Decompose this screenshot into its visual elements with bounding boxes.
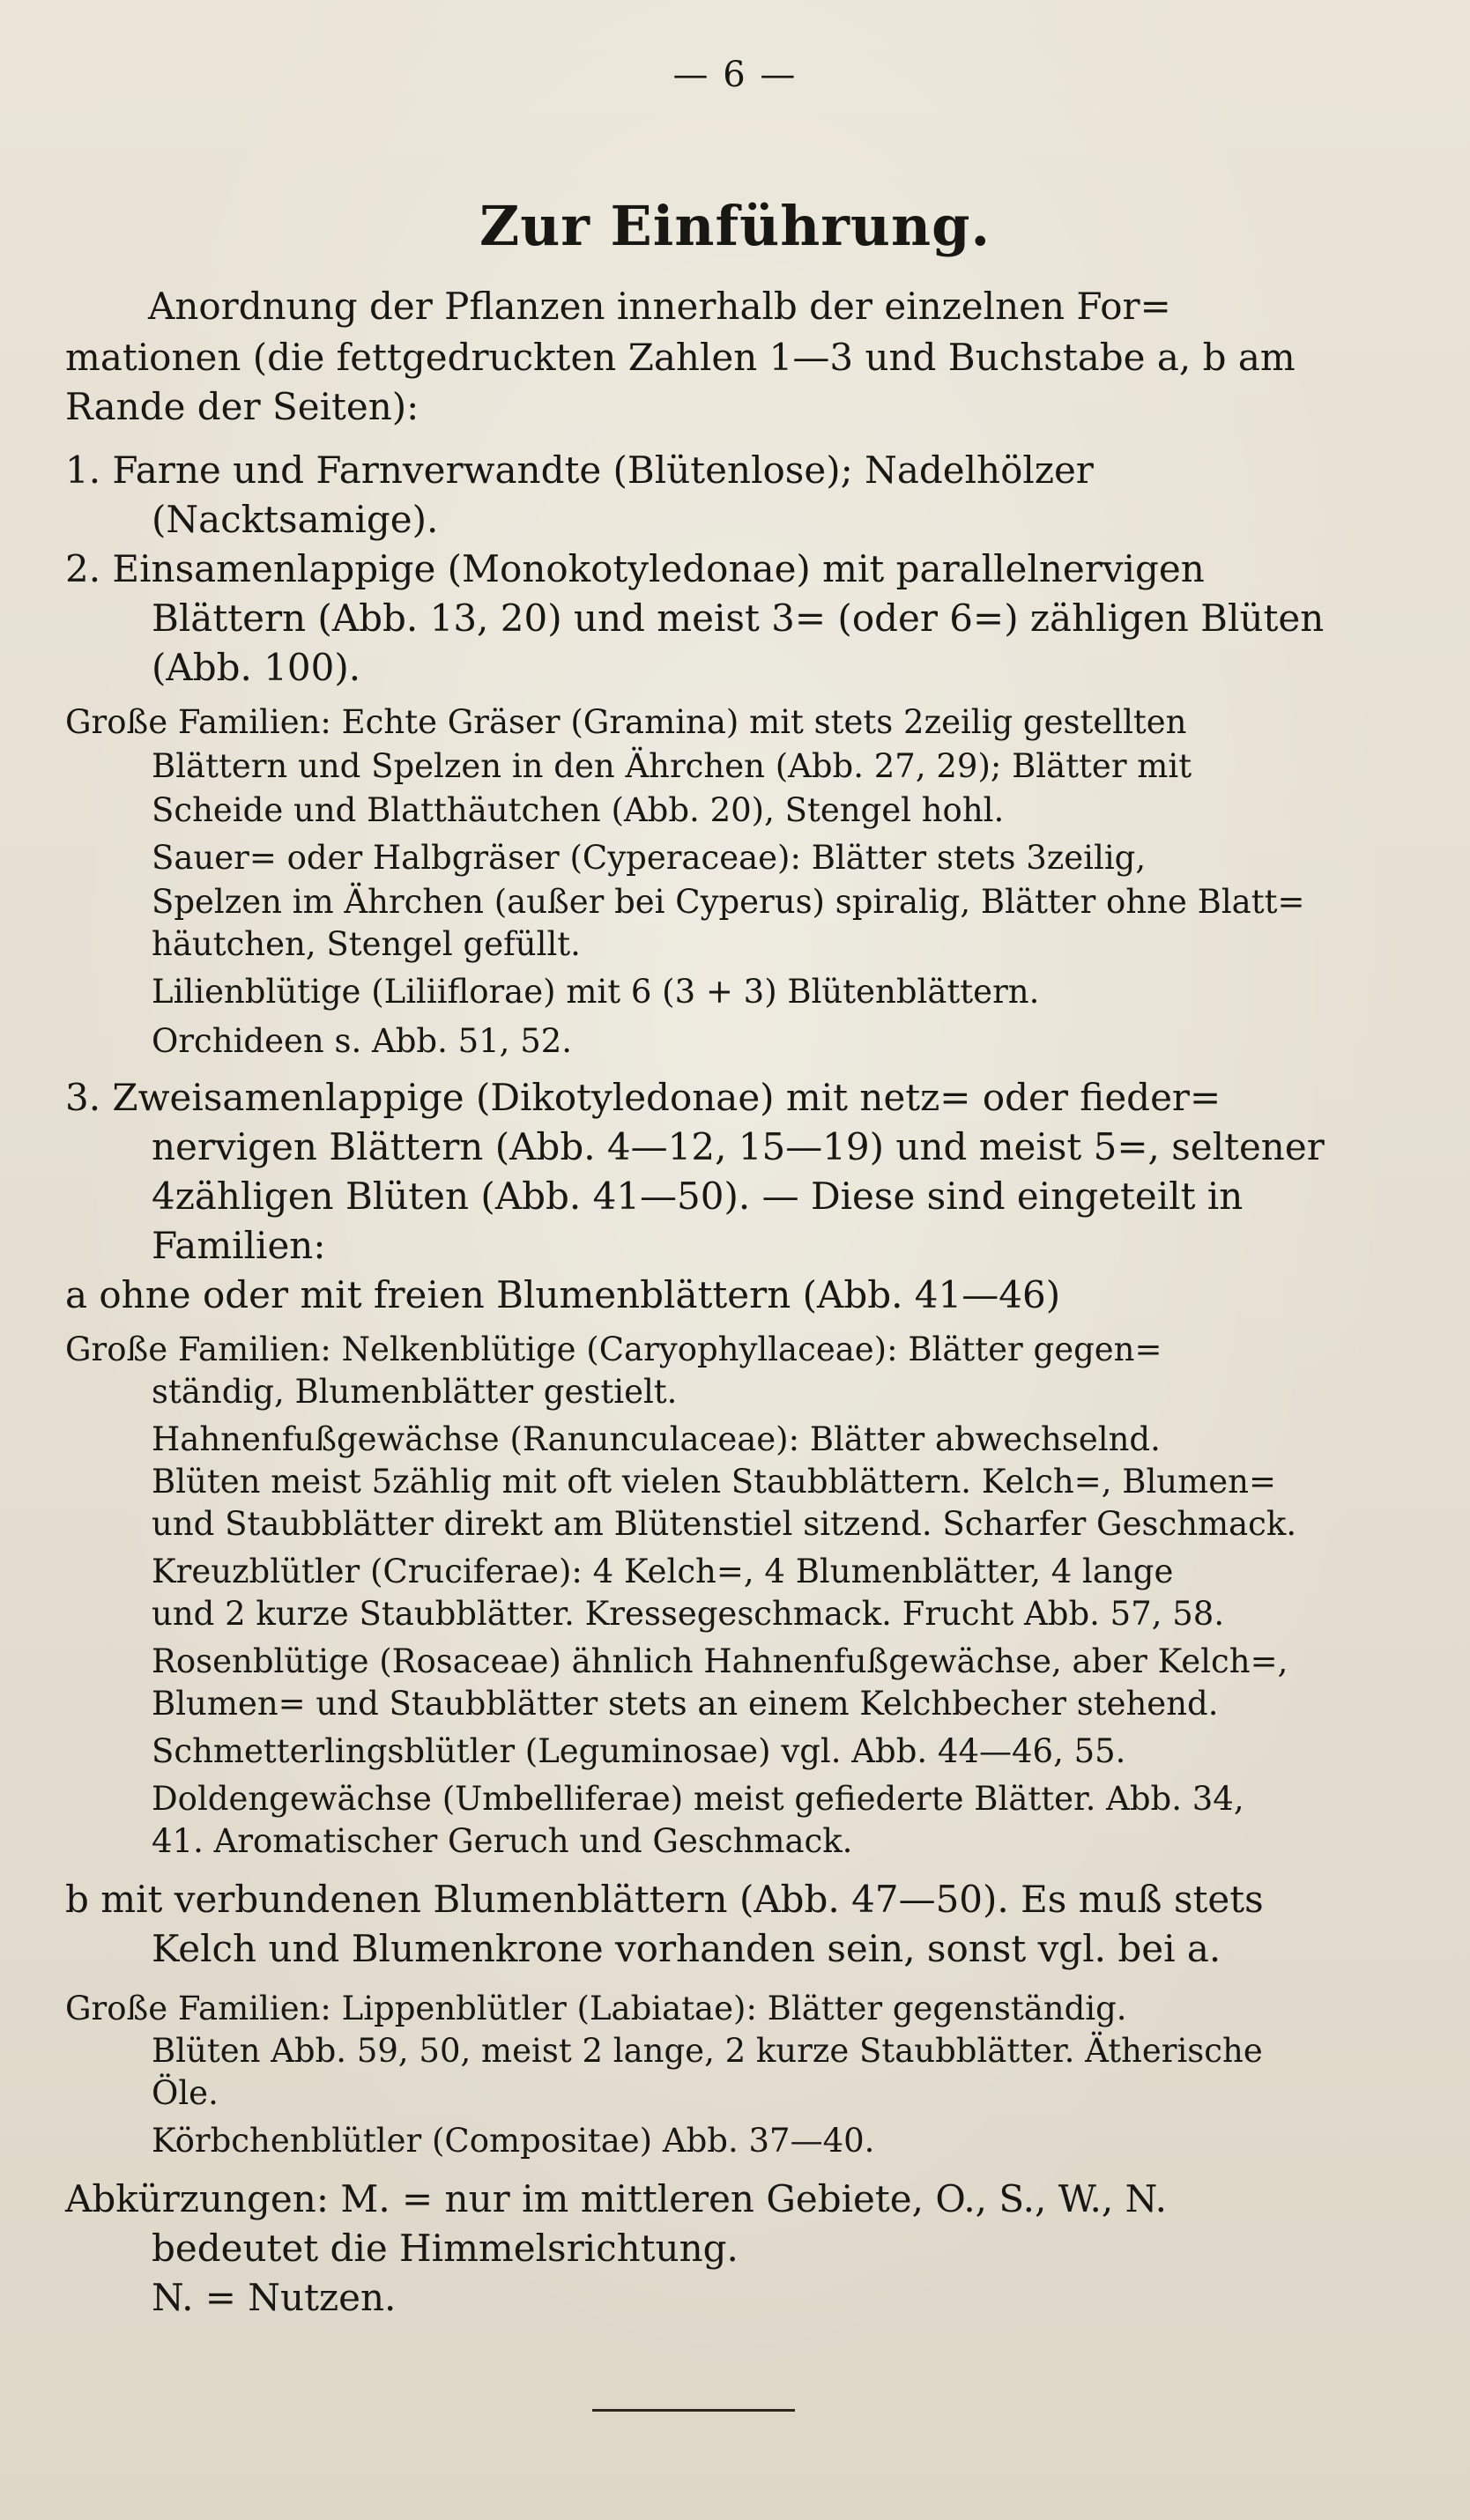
text-line: Rande der Seiten): <box>65 385 419 428</box>
text-line: Öle. <box>152 2074 219 2112</box>
text-line: Körbchenblütler (Compositae) Abb. 37—40. <box>152 2122 875 2160</box>
text-line: Schmetterlingsblütler (Leguminosae) vgl. Abb. 44—46, 55. <box>152 1732 1126 1770</box>
page-title: Zur Einführung. <box>479 194 991 258</box>
text-line: Kelch und Blumenkrone vorhanden sein, sonst vgl. bei a. <box>152 1927 1221 1970</box>
text-line: Lilienblütige (Liliiflorae) mit 6 (3 + 3) Blütenblättern. <box>152 973 1040 1011</box>
page-number: — 6 — <box>672 55 798 95</box>
text-line: und 2 kurze Staubblätter. Kressegeschmack. Frucht Abb. 57, 58. <box>152 1595 1225 1633</box>
text-line: 2. Einsamenlappige (Monokotyledonae) mit parallelnervigen <box>65 547 1205 590</box>
text-line: Hahnenfußgewächse (Ranunculaceae): Blätter abwechselnd. <box>152 1420 1161 1458</box>
text-line: Blumen= und Staubblätter stets an einem Kelchbecher stehend. <box>152 1685 1219 1723</box>
footer-rule <box>592 2409 795 2412</box>
text-line: Doldengewächse (Umbelliferae) meist gefiederte Blätter. Abb. 34, <box>152 1780 1244 1818</box>
text-line: (Abb. 100). <box>152 646 361 689</box>
text-line: Orchideen s. Abb. 51, 52. <box>152 1022 573 1060</box>
text-line: b mit verbundenen Blumenblättern (Abb. 47—50). Es muß stets <box>65 1878 1264 1921</box>
text-line: Sauer= oder Halbgräser (Cyperaceae): Blätter stets 3zeilig, <box>152 839 1147 877</box>
text-line: Kreuzblütler (Cruciferae): 4 Kelch=, 4 Blumenblätter, 4 lange <box>152 1553 1174 1590</box>
text-line: a ohne oder mit freien Blumenblättern (Abb. 41—46) <box>65 1273 1061 1316</box>
text-line: N. = Nutzen. <box>152 2276 397 2319</box>
text-line: Große Familien: Lippenblütler (Labiatae): Blätter gegenständig. <box>65 1990 1127 2027</box>
text-line: Abkürzungen: M. = nur im mittleren Gebiete, O., S., W., N. <box>65 2177 1167 2220</box>
text-line: Anordnung der Pflanzen innerhalb der einzelnen For= <box>148 285 1171 328</box>
text-line: Familien: <box>152 1224 326 1267</box>
text-line: ständig, Blumenblätter gestielt. <box>152 1373 678 1411</box>
text-line: Scheide und Blatthäutchen (Abb. 20), Stengel hohl. <box>152 791 1005 829</box>
text-line: Blüten Abb. 59, 50, meist 2 lange, 2 kurze Staubblätter. Ätherische <box>152 2032 1263 2070</box>
text-line: Große Familien: Nelkenblütige (Caryophyllaceae): Blätter gegen= <box>65 1330 1162 1368</box>
text-line: und Staubblätter direkt am Blütenstiel sitzend. Scharfer Geschmack. <box>152 1505 1297 1543</box>
text-line: Große Familien: Echte Gräser (Gramina) mit stets 2zeilig gestellten <box>65 703 1187 741</box>
text-line: bedeutet die Himmelsrichtung. <box>152 2227 739 2270</box>
text-line: Blättern (Abb. 13, 20) und meist 3= (oder 6=) zähligen Blüten <box>152 597 1325 640</box>
text-line: mationen (die fettgedruckten Zahlen 1—3 und Buchstabe a, b am <box>65 336 1296 379</box>
text-line: 3. Zweisamenlappige (Dikotyledonae) mit netz= oder fieder= <box>65 1076 1221 1119</box>
text-line: nervigen Blättern (Abb. 4—12, 15—19) und meist 5=, seltener <box>152 1125 1325 1168</box>
text-line: Rosenblütige (Rosaceae) ähnlich Hahnenfußgewächse, aber Kelch=, <box>152 1642 1288 1680</box>
text-line: 41. Aromatischer Geruch und Geschmack. <box>152 1822 853 1860</box>
text-line: Blüten meist 5zählig mit oft vielen Staubblättern. Kelch=, Blumen= <box>152 1463 1276 1501</box>
text-line: 4zähligen Blüten (Abb. 41—50). — Diese sind eingeteilt in <box>152 1175 1244 1218</box>
text-line: häutchen, Stengel gefüllt. <box>152 925 581 963</box>
text-line: Spelzen im Ährchen (außer bei Cyperus) spiralig, Blätter ohne Blatt= <box>152 883 1305 921</box>
text-line: 1. Farne und Farnverwandte (Blütenlose); Nadelhölzer <box>65 448 1094 492</box>
text-line: Blättern und Spelzen in den Ährchen (Abb. 27, 29); Blätter mit <box>152 747 1192 785</box>
text-line: (Nacktsamige). <box>152 498 439 541</box>
